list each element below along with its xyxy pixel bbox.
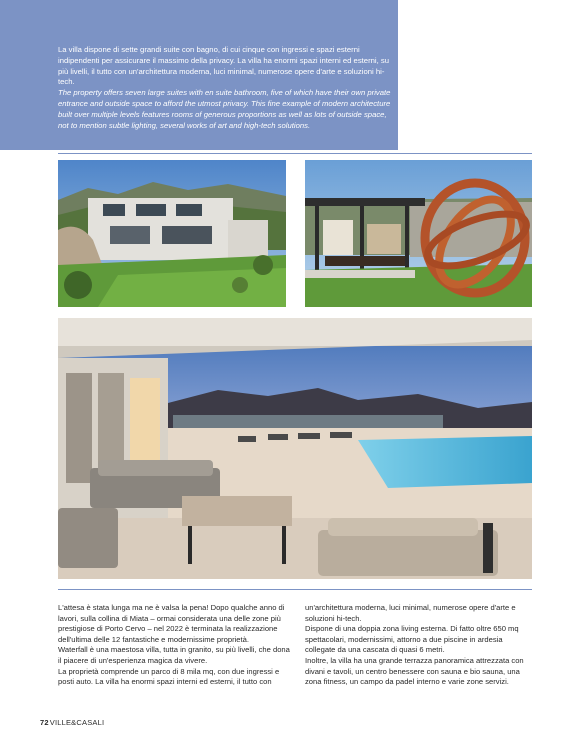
paragraph: Waterfall è una maestosa villa, tutta in granito, su più livelli, che dona il piacere di un'esperienza magica da vivere. <box>58 645 290 665</box>
pergola-sculpture-photo <box>305 160 532 307</box>
article-column-right <box>305 603 532 688</box>
terrace-pool-photo <box>58 318 532 579</box>
paragraph: L'attesa è stata lunga ma ne è valsa la pena! Dopo qualche anno di lavori, sulla collina di Miata – ormai considerata una delle zone più prestigiose di Porto Cervo – nel 2022 è terminata la realizzazione dell'ultima delle 12 fantastiche e modernissime proprietà. <box>58 603 285 644</box>
paragraph: La proprietà comprende un parco di 8 mila mq, con due ingressi e posti auto. La villa ha enormi spazi interni ed esterni, il tutto con <box>58 666 280 687</box>
page-number: 72 <box>40 718 49 727</box>
article-column-left <box>58 603 294 688</box>
paragraph: Inoltre, la villa ha una grande terrazza panoramica attrezzata con divani e tavoli, un centro benessere con sauna e bio sauna, una zona fitness, un campo da padel interno e varie zone servizi. <box>305 655 524 687</box>
intro-caption <box>58 45 393 131</box>
paragraph: Dispone di una doppia zona living esterna. Di fatto oltre 650 mq spettacolari, modernissimi, attorno a due piscine in ardesia collegate da una cascata di quasi 6 metri. <box>305 624 519 655</box>
bottom-divider <box>58 589 532 590</box>
villa-exterior-photo <box>58 160 286 307</box>
intro-italian: La villa dispone di sette grandi suite con bagno, di cui cinque con ingressi e spazi esterni indipendenti per assicurare il massimo della privacy. La villa ha enormi spazi interni ed esterni, su più livelli, il tutto con un'architettura moderna, luci minimal, numerose opere d'arte e soluzioni hi-tech. <box>58 45 390 87</box>
top-divider <box>58 153 532 154</box>
paragraph: un'architettura moderna, luci minimal, numerose opere d'arte e soluzioni hi-tech. <box>305 603 516 623</box>
page-footer <box>40 718 104 727</box>
intro-english: The property offers seven large suites with en suite bathroom, five of which have their own private entrance and outside space to afford the utmost privacy. This fine example of modern architecture built over multiple levels features rooms of generous proportions as well as lots of outside space, not to mention subtle lighting, several works of art and high-tech solutions. <box>58 88 391 130</box>
magazine-name: VILLE&CASALI <box>49 718 105 727</box>
